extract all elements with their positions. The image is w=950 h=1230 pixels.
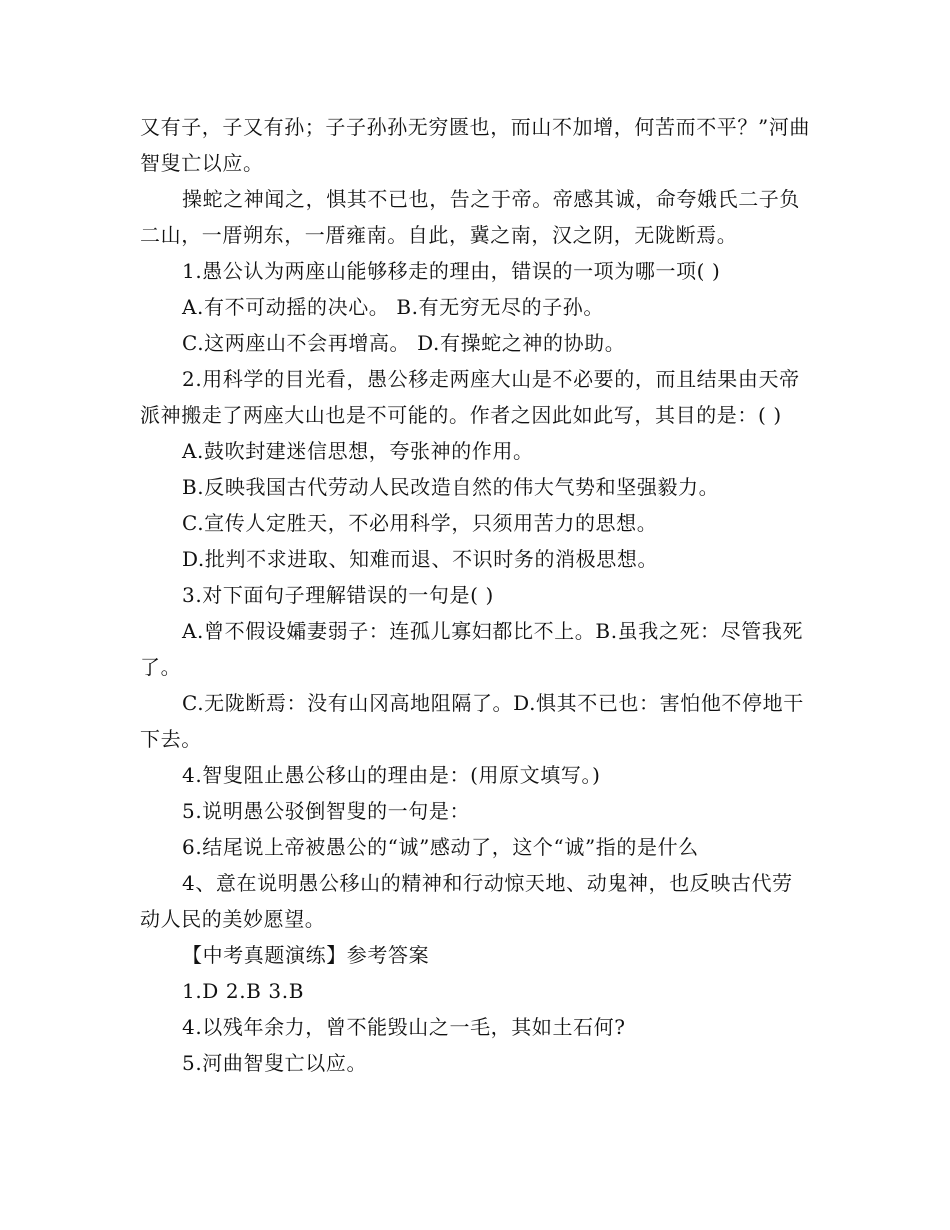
question-2-option-d: D.批判不求进取、知难而退、不识时务的消极思想。 xyxy=(182,547,659,571)
answer-heading: 【中考真题演练】参考答案 xyxy=(182,943,430,967)
answer-1-3: 1.D 2.B 3.B xyxy=(182,979,304,1003)
answer-5: 5.河曲智叟亡以应。 xyxy=(182,1051,368,1075)
question-2-option-c: C.宣传人定胜天，不必用科学，只须用苦力的思想。 xyxy=(182,511,658,535)
document-page xyxy=(140,109,812,1081)
paragraph-continuation: 又有子，子又有孙；子子孙孙无穷匮也，而山不加增，何苦而不平？”河曲智叟亡以应。 xyxy=(140,115,811,175)
answer-note: 4、意在说明愚公移山的精神和行动惊天地、动鬼神，也反映古代劳动人民的美妙愿望。 xyxy=(140,871,793,931)
question-2-option-b: B.反映我国古代劳动人民改造自然的伟大气势和坚强毅力。 xyxy=(182,475,720,499)
question-1-options-ab: A.有不可动摇的决心。 B.有无穷无尽的子孙。 xyxy=(182,295,605,319)
answer-4: 4.以残年余力，曾不能毁山之一毛，其如土石何? xyxy=(182,1015,626,1039)
question-2: 2.用科学的目光看，愚公移走两座大山是不必要的，而且结果由天帝派神搬走了两座大山也是不可能的。作者之因此如此写，其目的是：( ) xyxy=(140,367,800,427)
question-1-options-cd: C.这两座山不会再增高。 D.有操蛇之神的协助。 xyxy=(182,331,626,355)
question-3-options-cd: C.无陇断焉：没有山冈高地阻隔了。D.惧其不已也：害怕他不停地干下去。 xyxy=(140,691,804,751)
question-6: 6.结尾说上帝被愚公的“诚”感动了，这个“诚”指的是什么 xyxy=(182,835,699,859)
question-1: 1.愚公认为两座山能够移走的理由，错误的一项为哪一项( ) xyxy=(182,259,721,283)
paragraph-story-ending: 操蛇之神闻之，惧其不已也，告之于帝。帝感其诚，命夸娥氏二子负二山，一厝朔东，一厝雍南。自此，冀之南，汉之阴，无陇断焉。 xyxy=(140,187,800,247)
question-3-options-ab: A.曾不假设孀妻弱子：连孤儿寡妇都比不上。B.虽我之死：尽管我死了。 xyxy=(140,619,804,679)
question-3: 3.对下面句子理解错误的一句是( ) xyxy=(182,583,494,607)
question-4: 4.智叟阻止愚公移山的理由是：(用原文填写。) xyxy=(182,763,601,787)
question-5: 5.说明愚公驳倒智叟的一句是： xyxy=(182,799,471,823)
question-2-option-a: A.鼓吹封建迷信思想，夸张神的作用。 xyxy=(182,439,534,463)
